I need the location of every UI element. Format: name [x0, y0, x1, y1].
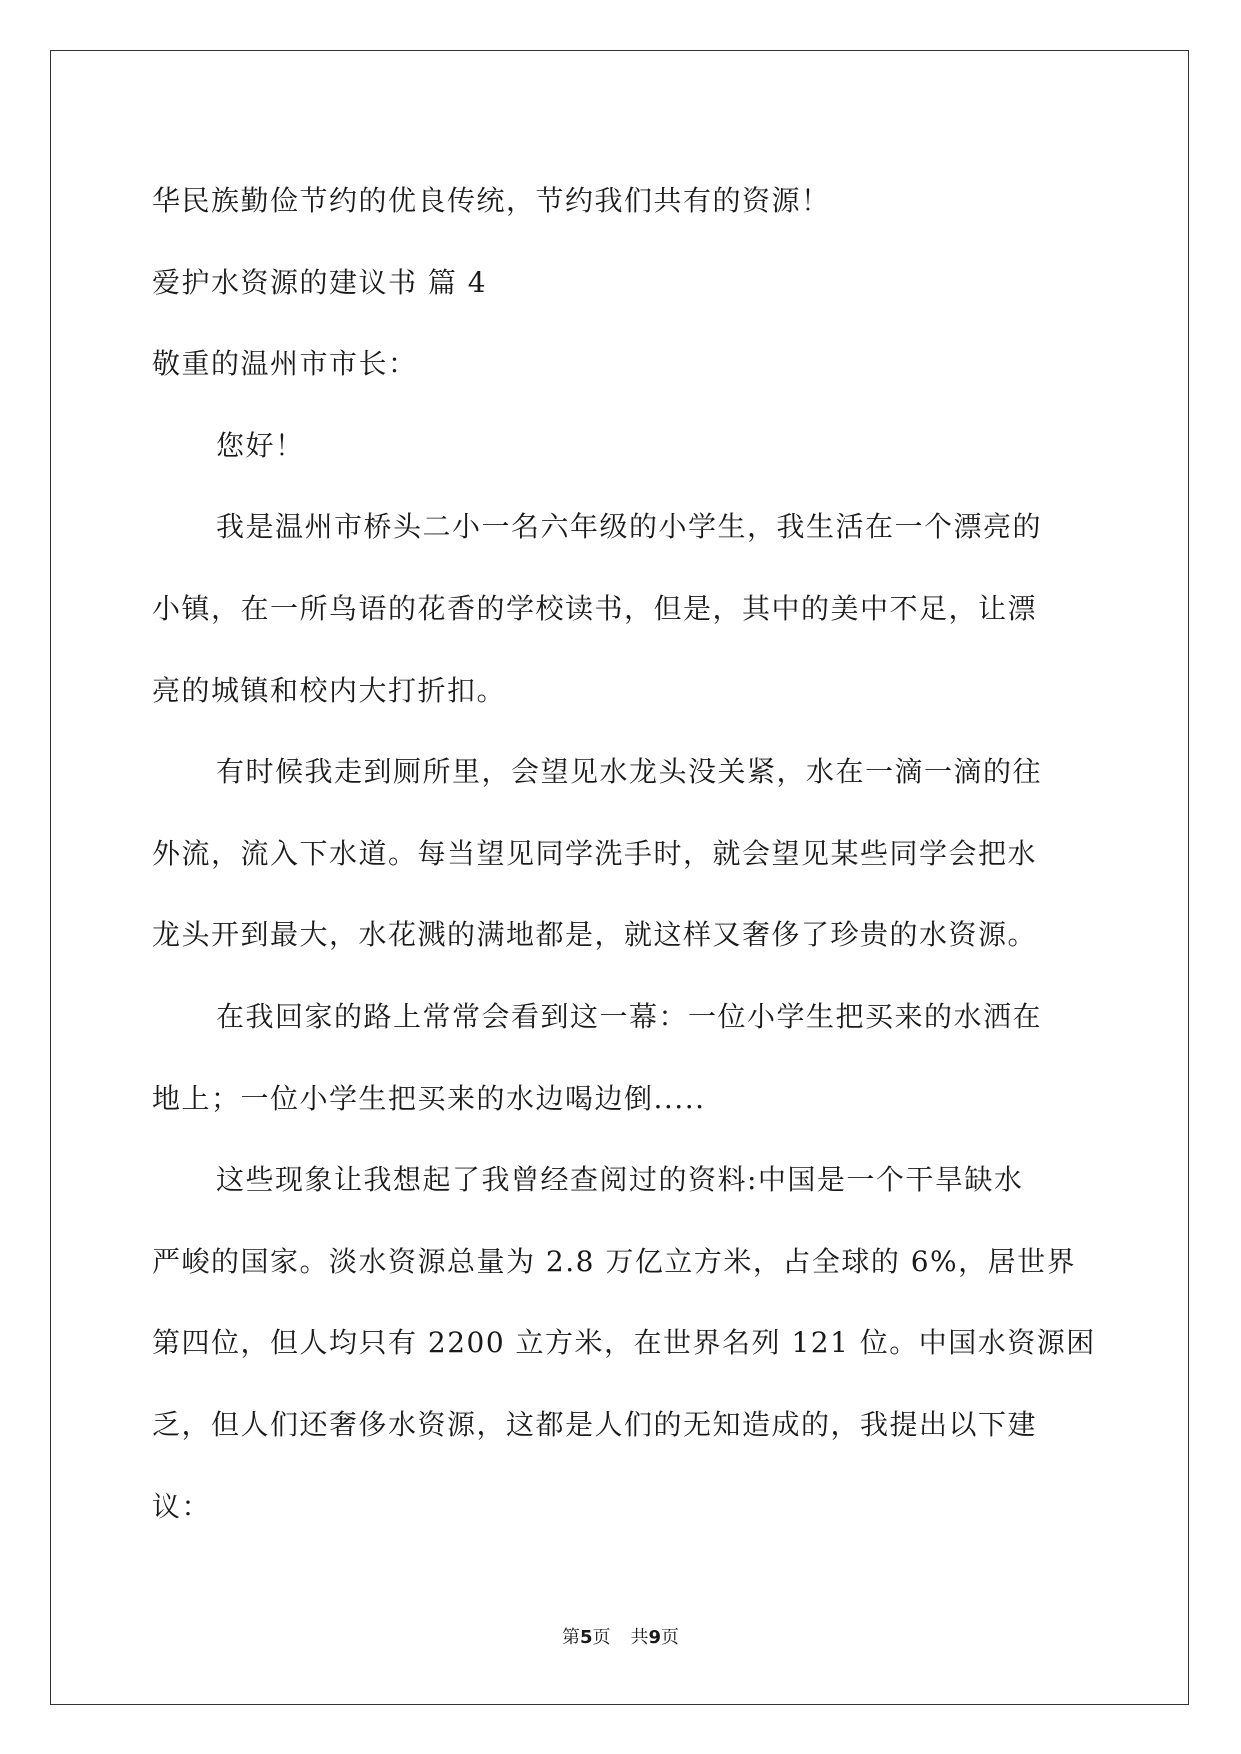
greeting: 您好！: [216, 428, 305, 462]
text-line: 外流，流入下水道。每当望见同学洗手时，就会望见某些同学会把水: [152, 836, 1038, 870]
text-line: 小镇，在一所鸟语的花香的学校读书，但是，其中的美中不足，让漂: [152, 591, 1038, 625]
text-line: 华民族勤俭节约的优良传统，节约我们共有的资源！: [152, 184, 831, 217]
page-footer: [0, 1623, 1241, 1649]
text-line: 亮的城镇和校内大打折扣。: [152, 673, 507, 707]
text-line: 有时候我走到厕所里，会望见水龙头没关紧，水在一滴一滴的往: [216, 755, 1043, 789]
text-line: 我是温州市桥头二小一名六年级的小学生，我生活在一个漂亮的: [216, 510, 1043, 544]
text-line: 议：: [152, 1489, 212, 1523]
text-line: 这些现象让我想起了我曾经查阅过的资料:中国是一个干旱缺水: [216, 1163, 1024, 1197]
page-suffix: 页: [592, 1627, 611, 1648]
text-line: 地上；一位小学生把买来的水边喝边倒.....: [152, 1081, 706, 1115]
section-heading: 爱护水资源的建议书 篇 4: [152, 265, 488, 299]
page-prefix: 第: [561, 1627, 580, 1648]
document-body: [152, 160, 1096, 1547]
text-line: 在我回家的路上常常会看到这一幕：一位小学生把买来的水洒在: [216, 999, 1043, 1033]
total-pages: 9: [648, 1627, 662, 1648]
page-number: 5: [579, 1627, 593, 1648]
total-suffix: 页: [661, 1627, 680, 1648]
text-line: 乏，但人们还奢侈水资源，这都是人们的无知造成的，我提出以下建: [152, 1407, 1038, 1441]
text-line: 第四位，但人均只有 2200 立方米，在世界名列 121 位。中国水资源困: [152, 1326, 1096, 1360]
salutation: 敬重的温州市市长：: [152, 347, 418, 381]
total-prefix: 共: [630, 1627, 649, 1648]
text-line: 龙头开到最大，水花溅的满地都是，就这样又奢侈了珍贵的水资源。: [152, 918, 1038, 952]
text-line: 严峻的国家。淡水资源总量为 2.8 万亿立方米，占全球的 6%，居世界: [152, 1244, 1077, 1278]
